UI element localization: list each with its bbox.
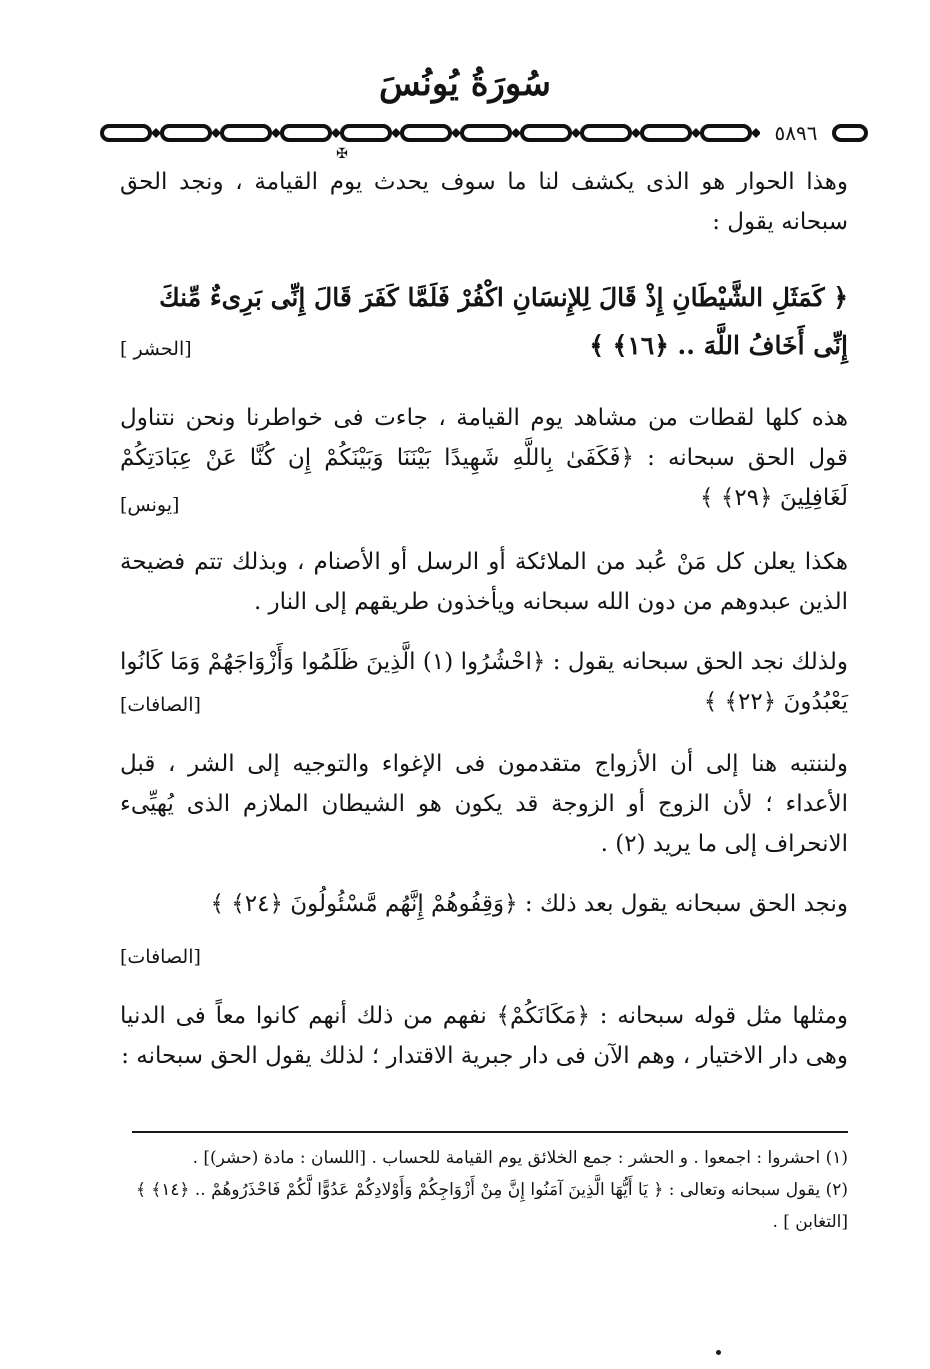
footnote-divider — [132, 1131, 848, 1133]
verse-reference-saffat-2: [الصافات] — [120, 946, 201, 968]
paragraph-4: ولذلك نجد الحق سبحانه يقول : ﴿احْشُرُوا (١) الَّذِينَ ظَلَمُوا وَأَزْوَاجَهُمْ وَمَا كَانُوا يَعْبُدُونَ ﴿٢٢﴾ ﴾ — [120, 649, 848, 715]
footnote-2-reference: [التغابن ] . — [772, 1212, 848, 1232]
footnote-2: (٢) يقول سبحانه وتعالى : ﴿ يَا أَيُّهَا الَّذِينَ آمَنُوا إِنَّ مِنْ أَزْوَاجِكُمْ وَأَوْلادِكُمْ عَدُوًّا لَّكُمْ فَاحْذَرُوهُمْ .. ﴿١٤﴾ ﴾ — [135, 1180, 848, 1200]
paragraph-1: وهذا الحوار هو الذى يكشف لنا ما سوف يحدث يوم القيامة ، ونجد الحق سبحانه يقول : — [120, 169, 848, 235]
margin-mark-icon: ✠ — [336, 146, 348, 162]
paragraph-5: ولننتبه هنا إلى أن الأزواج متقدمون فى الإغواء والتوجيه إلى الشر ، قبل الأعداء ؛ لأن الزوج أو الزوجة قد يكون هو الشيطان الملازم الذى يُهيِّىء الانحراف إلى ما يريد (٢) . — [120, 751, 848, 857]
verse-reference-hashr: [الحشر ] — [120, 338, 192, 360]
page-dot — [716, 1350, 721, 1355]
verse-reference-saffat-1: [الصافات] — [120, 694, 201, 716]
verse-reference-yunus: [يونس] — [120, 494, 180, 516]
page-number: ٥٨٩٦ — [760, 121, 832, 145]
surah-title: سُورَةُ يُونُسَ — [379, 64, 551, 104]
paragraph-2: هذه كلها لقطات من مشاهد يوم القيامة ، جاءت فى خواطرنا ونحن نتناول قول الحق سبحانه : ﴿فَكَفَىٰ بِاللَّهِ شَهِيدًا بَيْنَنَا وَبَيْنَكُمْ إِن كُنَّا عَنْ عِبَادَتِكُمْ لَغَافِلِينَ ﴿٢٩﴾ ﴾ — [120, 405, 848, 511]
footnote-1: (١) احشروا : اجمعوا . و الحشر : جمع الخلائق يوم القيامة للحساب . [اللسان : مادة (حشر)] . — [192, 1148, 848, 1168]
paragraph-3: هكذا يعلن كل مَنْ عُبد من الملائكة أو الرسل أو الأصنام ، وبذلك تتم فضيحة الذين عبدوهم من دون الله سبحانه ويأخذون طريقهم إلى النار . — [120, 549, 848, 615]
paragraph-6: ونجد الحق سبحانه يقول بعد ذلك : ﴿وَقِفُوهُمْ إِنَّهُم مَّسْئُولُونَ ﴿٢٤﴾ ﴾ — [210, 891, 848, 917]
paragraph-7: ومثلها مثل قوله سبحانه : ﴿مَكَانَكُمْ﴾ نفهم من ذلك أنهم كانوا معاً فى الدنيا وهى دار الاختيار ، وهم الآن فى دار جبرية الاقتدار ؛ لذلك يقول الحق سبحانه : — [120, 1003, 848, 1069]
quran-verse-hashr: ﴿ كَمَثَلِ الشَّيْطَانِ إِذْ قَالَ لِلإِنسَانِ اكْفُرْ فَلَمَّا كَفَرَ قَالَ إِنِّى بَرِىءٌ مِّنكَ إِنِّى أَخَافُ اللَّهَ .. ﴿١٦﴾ ﴾ — [159, 283, 848, 360]
